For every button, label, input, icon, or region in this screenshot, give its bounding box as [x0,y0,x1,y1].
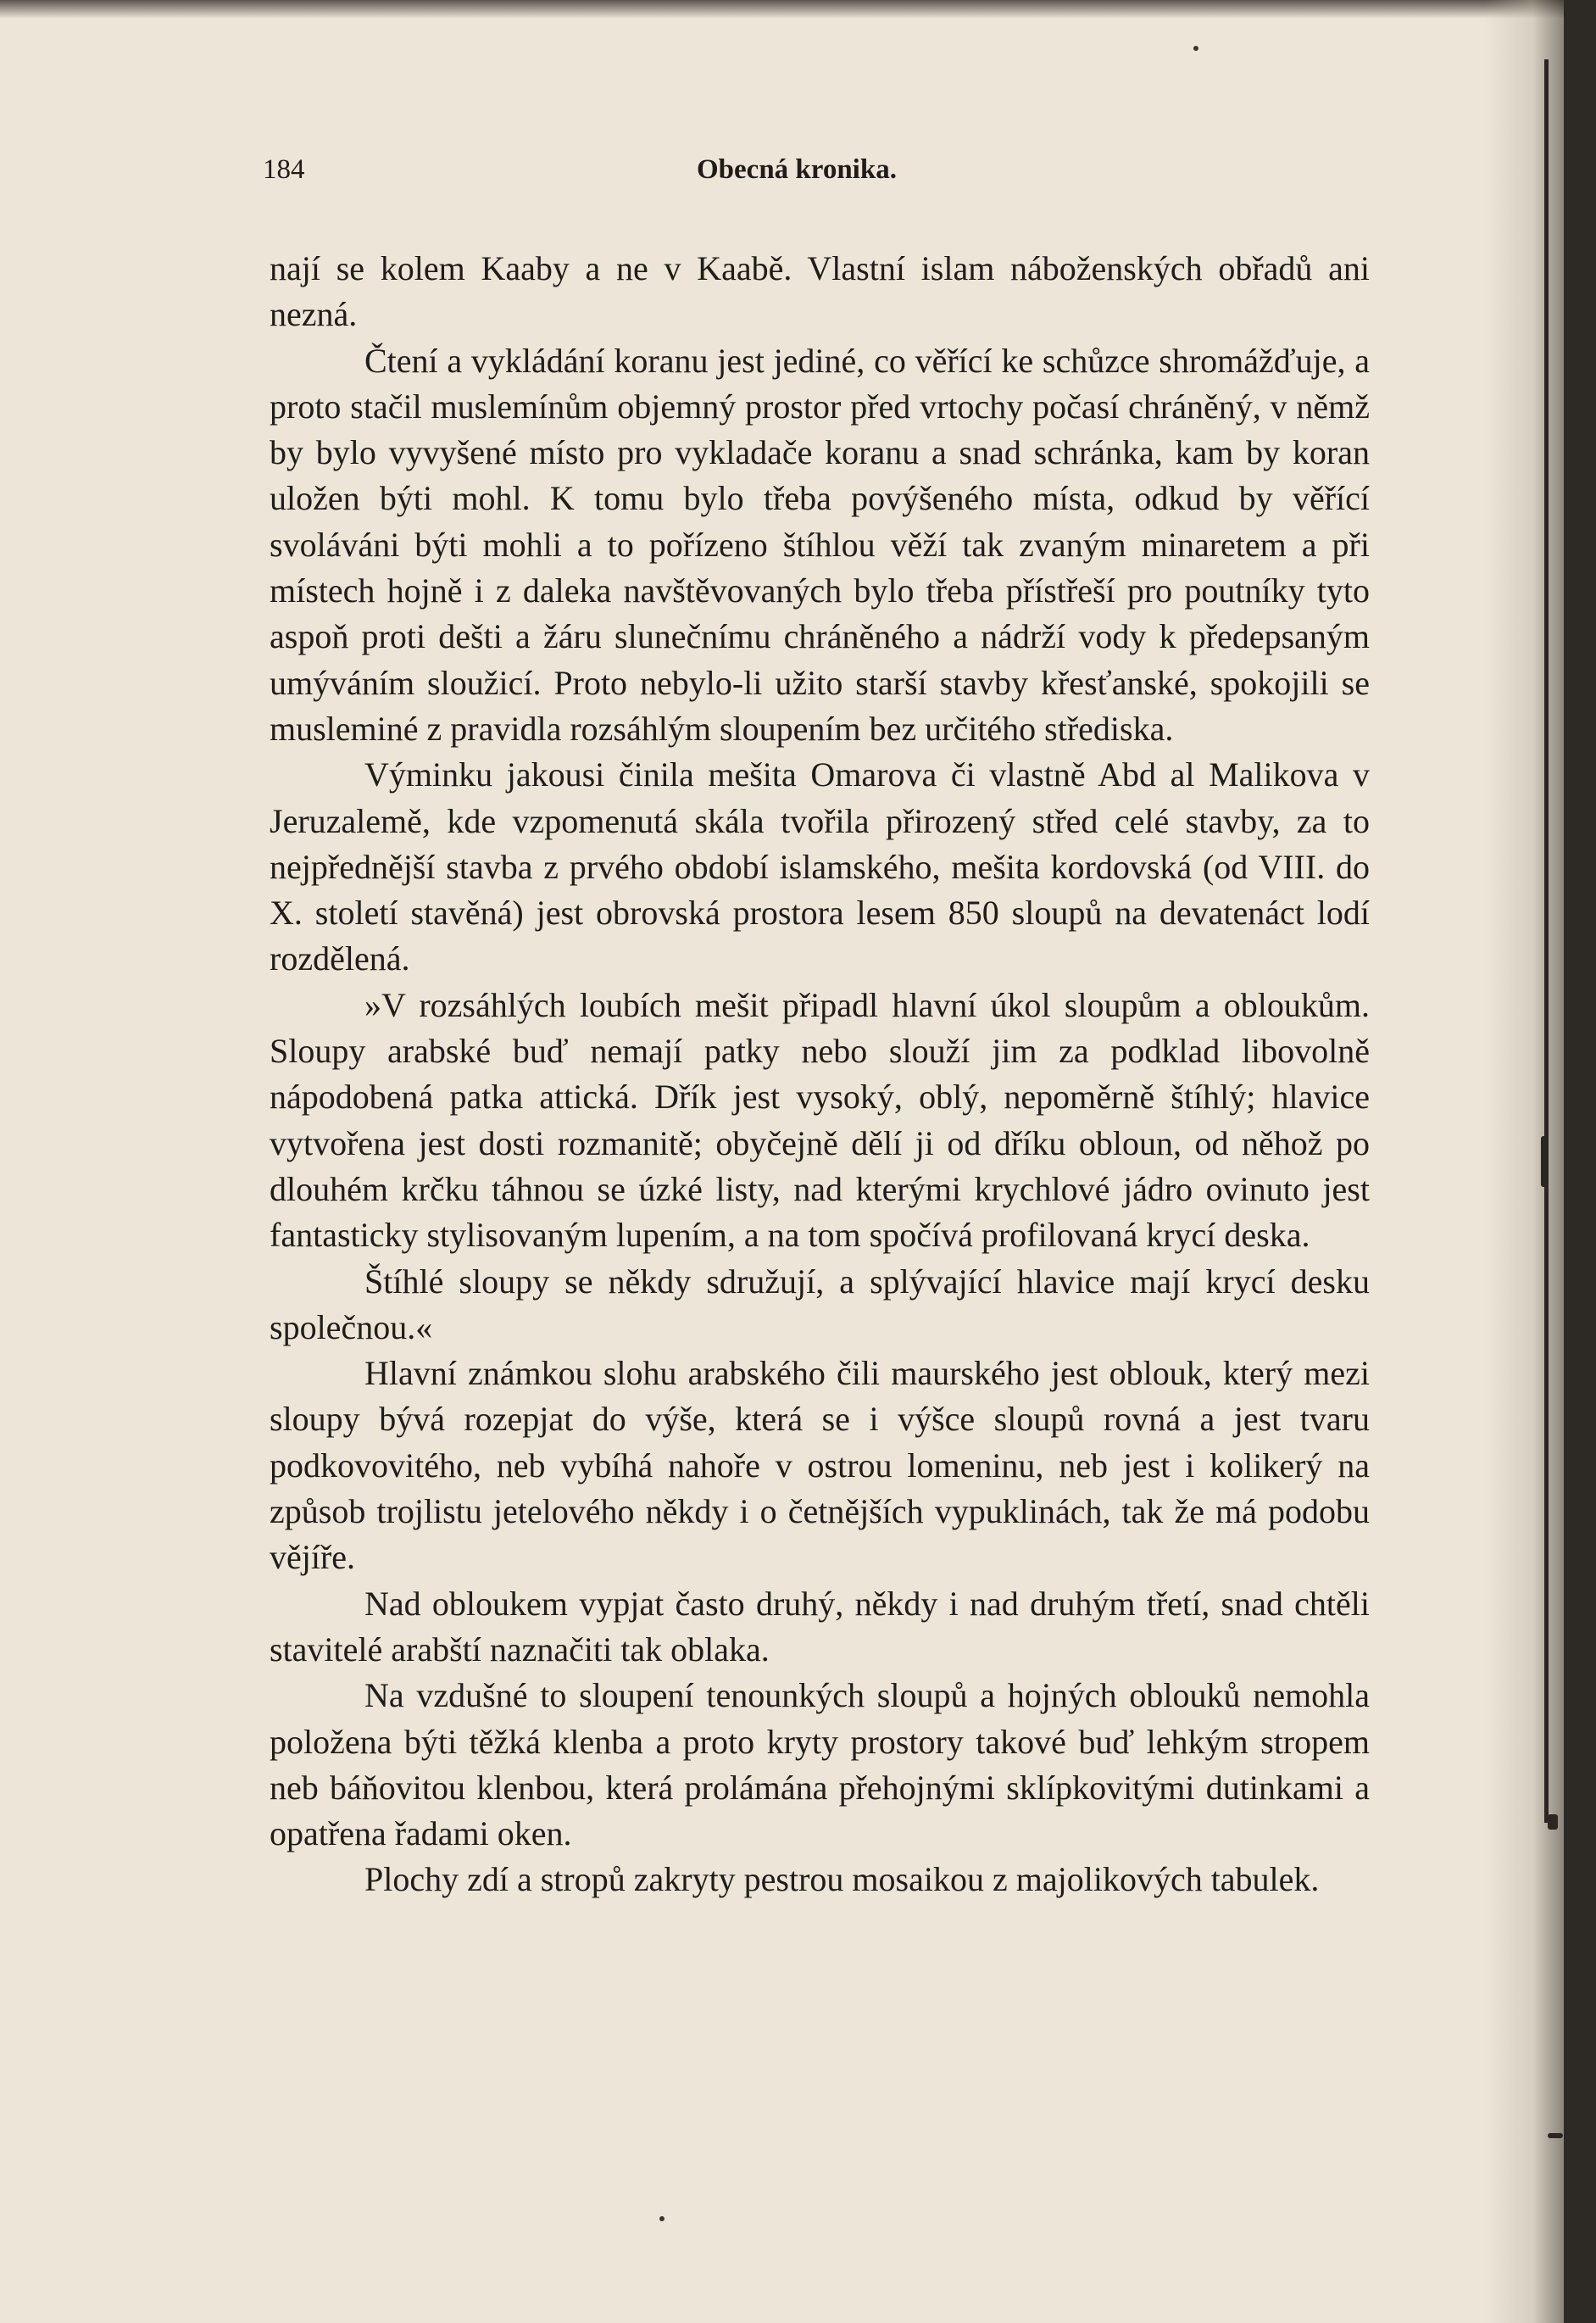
page-curl-shadow [1485,0,1564,2323]
page-header [263,154,924,197]
paragraph: Hlavní známkou slohu arabského čili maurského jest oblouk, který mezi sloupy bývá rozepjat do výše, která se i výšce sloupů rovná a jest tvaru podkovovitého, neb vybíhá nahoře v ostrou lomeninu, neb jest i kolikerý na způsob trojlistu jetelového někdy i o četnějších vypuklinách, tak že má podobu vějíře. [270,1354,1370,1577]
page-top-shadow [0,0,1564,19]
body-text [270,246,1370,1903]
running-title: Obecná kronika. [697,154,897,185]
paper-speck [659,2216,665,2221]
paragraph: Nad obloukem vypjat často druhý, někdy i nad druhým třetí, snad chtěli stavitelé arabští naznačiti tak oblaka. [270,1584,1370,1668]
scan-background-edge [1564,0,1596,2323]
edge-mark [1548,2133,1563,2138]
paragraph: Štíhlé sloupy se někdy sdružují, a splývající hlavice mají krycí desku společnou.« [270,1262,1370,1346]
paragraph: Plochy zdí a stropů zakryty pestrou mosaikou z majolikových tabulek. [364,1860,1320,1899]
edge-mark [1548,1814,1558,1830]
paragraph: Čtení a vykládání koranu jest jediné, co věřící ke schůzce shromážďuje, a proto stačil muslemínům objemný prostor před vrtochy počasí chráněný, v němž by bylo vyvyšené místo pro vykladače koranu a snad schránka, kam by koran uložen býti mohl. K tomu bylo třeba povýšeného místa, odkud by věřící svoláváni býti mohli a to pořízeno štíhlou věží tak zvaným minaretem a při místech hojně i z daleka navštěvovaných bylo třeba přístřeší pro poutníky tyto aspoň proti dešti a žáru slunečnímu chráněného a nádrží vody k předepsaným umýváním sloužicí. Proto nebylo-li užito starší stavby křesťanské, spokojili se musleminé z pravidla rozsáhlým sloupením bez určitého střediska. [270,341,1370,748]
paragraph: »V rozsáhlých loubích mešit připadl hlavní úkol sloupům a obloukům. Sloupy arabské buď nemají patky nebo slouží jim za podklad libovolně nápodobená patka attická. Dřík jest vysoký, oblý, nepoměrně štíhlý; hlavice vytvořena jest dosti rozmanitě; obyčejně dělí ji od dříku obloun, od něhož po dlouhém krčku táhnou se úzké listy, nad kterými krychlové jádro ovinuto jest fantasticky stylisovaným lupením, a na tom spočívá profilovaná krycí deska. [270,985,1370,1255]
edge-mark [1541,1136,1548,1187]
page-number: 184 [263,154,305,185]
paragraph: Výminku jakousi činila mešita Omarova či vlastně Abd al Malikova v Jeruzalemě, kde vzpomenutá skála tvořila přirozený střed celé stavby, za to nejpřednější stavba z prvého období islamského, mešita kordovská (od VIII. do X. století stavěná) jest obrovská prostora lesem 850 sloupů na devatenáct lodí rozdělená. [270,755,1370,978]
binding-edge [1544,59,1549,1823]
paragraph: Na vzdušné to sloupení tenounkých sloupů a hojných oblouků nemohla položena býti těžká klenba a proto kryty prostory takové buď lehkým stropem neb báňovitou klenbou, která prolámána přehojnými sklípkovitými dutinkami a opatřena řadami oken. [270,1676,1370,1853]
paragraph: nají se kolem Kaaby a ne v Kaabě. Vlastní islam náboženských obřadů ani nezná. [270,249,1370,334]
paper-speck [1193,46,1198,51]
